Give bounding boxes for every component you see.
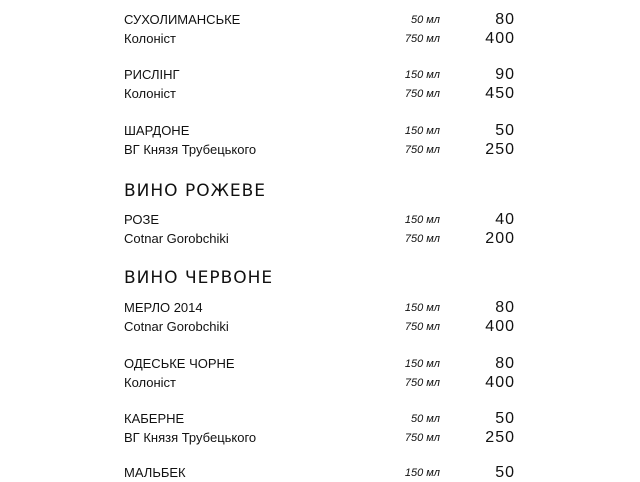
menu-item-sukholymanske bbox=[0, 12, 640, 52]
item-price-bottle: 400 bbox=[485, 30, 515, 47]
item-volume-bottle: 750 мл bbox=[404, 88, 440, 100]
item-volume-small: 150 мл bbox=[404, 214, 440, 226]
item-price-bottle: 450 bbox=[485, 85, 515, 102]
item-name: КАБЕРНЕ bbox=[124, 411, 185, 426]
item-name: МАЛЬБЕК bbox=[124, 465, 186, 480]
menu-item-rose bbox=[0, 212, 640, 252]
item-volume-bottle: 750 мл bbox=[404, 321, 440, 333]
menu-item-cabernet bbox=[0, 411, 640, 451]
item-price-bottle: 400 bbox=[485, 374, 515, 391]
item-price-small: 80 bbox=[495, 11, 515, 28]
item-volume-small: 150 мл bbox=[404, 358, 440, 370]
item-price-small: 90 bbox=[495, 66, 515, 83]
item-name: РИСЛІНГ bbox=[124, 67, 180, 82]
item-producer: Cotnar Gorobchiki bbox=[124, 231, 229, 246]
item-volume-small: 150 мл bbox=[404, 69, 440, 81]
item-producer: Колоніст bbox=[124, 86, 176, 101]
menu-item-chardonnay bbox=[0, 123, 640, 163]
item-volume-bottle: 750 мл bbox=[404, 432, 440, 444]
item-volume-small: 50 мл bbox=[410, 14, 440, 26]
item-name: СУХОЛИМАНСЬКЕ bbox=[124, 12, 241, 27]
item-volume-bottle: 750 мл bbox=[404, 33, 440, 45]
item-name: ШАРДОНЕ bbox=[124, 123, 190, 138]
item-price-bottle: 200 bbox=[485, 230, 515, 247]
item-volume-bottle: 750 мл bbox=[404, 377, 440, 389]
item-volume-bottle: 750 мл bbox=[404, 144, 440, 156]
item-volume-bottle: 750 мл bbox=[404, 233, 440, 245]
item-price-small: 80 bbox=[495, 355, 515, 372]
item-producer: Колоніст bbox=[124, 375, 176, 390]
item-price-bottle: 400 bbox=[485, 318, 515, 335]
item-price-small: 80 bbox=[495, 299, 515, 316]
item-name: МЕРЛО 2014 bbox=[124, 300, 203, 315]
item-name: РОЗЕ bbox=[124, 212, 160, 227]
item-price-bottle: 250 bbox=[485, 141, 515, 158]
item-volume-small: 150 мл bbox=[404, 302, 440, 314]
item-price-small: 40 bbox=[495, 211, 515, 228]
menu-item-merlot bbox=[0, 300, 640, 340]
item-producer: ВГ Князя Трубецького bbox=[124, 430, 257, 445]
item-price-small: 50 bbox=[495, 410, 515, 427]
item-price-small: 50 bbox=[495, 464, 515, 481]
item-name: ОДЕСЬКЕ ЧОРНЕ bbox=[124, 356, 235, 371]
item-volume-small: 150 мл bbox=[404, 467, 440, 479]
item-producer: ВГ Князя Трубецького bbox=[124, 142, 257, 157]
menu-item-malbec bbox=[0, 465, 640, 480]
item-producer: Колоніст bbox=[124, 31, 176, 46]
section-title-rose: ВИНО РОЖЕВЕ bbox=[124, 181, 267, 201]
menu-item-riesling bbox=[0, 67, 640, 107]
item-producer: Cotnar Gorobchiki bbox=[124, 319, 229, 334]
item-volume-small: 50 мл bbox=[410, 413, 440, 425]
item-price-small: 50 bbox=[495, 122, 515, 139]
section-title-red: ВИНО ЧЕРВОНЕ bbox=[124, 268, 274, 288]
menu-item-odesa-black bbox=[0, 356, 640, 396]
item-price-bottle: 250 bbox=[485, 429, 515, 446]
item-volume-small: 150 мл bbox=[404, 125, 440, 137]
